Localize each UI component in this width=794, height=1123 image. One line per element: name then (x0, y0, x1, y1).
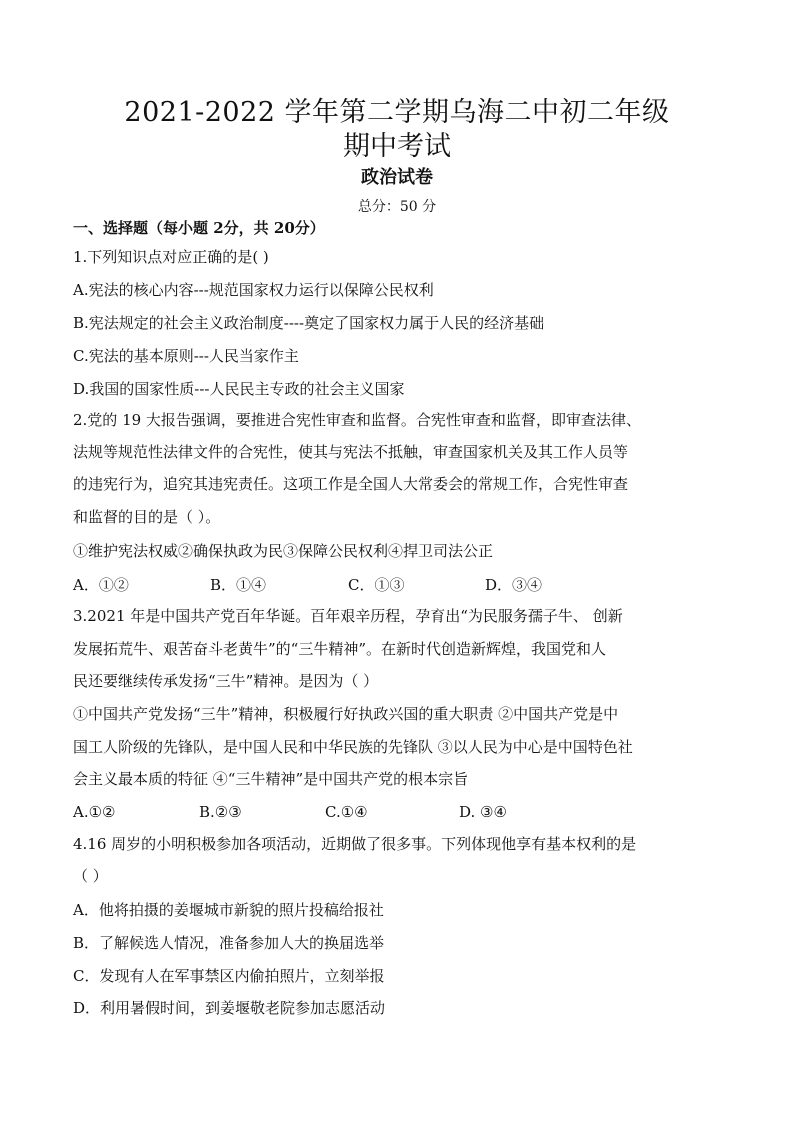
q2-option-d: D．③④ (485, 576, 543, 594)
q3-statements-line2: 国工人阶级的先锋队，是中国人民和中华民族的先锋队 ③以人民为中心是中国特色社 (73, 738, 633, 756)
q4-stem-line1: 4.16 周岁的小明积极参加各项活动，近期做了很多事。下列体现他享有基本权利的是 (73, 835, 637, 853)
q1-option-b: B.宪法规定的社会主义政治制度----奠定了国家权力属于人民的经济基础 (73, 314, 545, 332)
q1-option-c: C.宪法的基本原则---人民当家作主 (73, 347, 299, 365)
q3-statements-line1: ①中国共产党发扬“三牛”精神，积极履行好执政兴国的重大职责 ②中国共产党是中 (73, 705, 619, 723)
exam-total-score: 总分：50 分 (357, 199, 437, 215)
exam-subject: 政治试卷 (361, 167, 433, 188)
exam-title-line2: 期中考试 (343, 131, 451, 162)
q1-stem: 1.下列知识点对应正确的是( ) (73, 248, 269, 266)
q2-option-c: C．①③ (348, 576, 405, 594)
exam-title-line1: 2021-2022 学年第二学期乌海二中初二年级 (124, 97, 670, 128)
q2-stem-line4: 和监督的目的是（ ）。 (73, 508, 221, 526)
q4-option-a: A．他将拍摄的姜堰城市新貌的照片投稿给报社 (73, 901, 384, 919)
q3-option-c: C.①④ (325, 803, 368, 821)
q4-stem-line2: （ ） (73, 867, 108, 885)
q4-option-d: D．利用暑假时间，到姜堰敬老院参加志愿活动 (73, 999, 386, 1017)
q3-option-d: D. ③④ (459, 803, 507, 821)
q2-stem-line3: 的违宪行为，追究其违宪责任。这项工作是全国人大常委会的常规工作，合宪性审查 (73, 475, 629, 493)
q4-option-b: B．了解候选人情况，准备参加人大的换届选举 (73, 934, 385, 952)
q3-stem-line2: 发展拓荒牛、艰苦奋斗老黄牛”的“三牛精神”。在新时代创造新辉煌，我国党和人 (73, 640, 607, 658)
q3-statements-line3: 会主义最本质的特征 ④“三牛精神”是中国共产党的根本宗旨 (73, 770, 469, 788)
q2-statements: ①维护宪法权威②确保执政为民③保障公民权利④捍卫司法公正 (73, 542, 494, 560)
q3-option-b: B.②③ (199, 803, 242, 821)
q2-option-a: A．①② (73, 576, 129, 594)
q1-option-d: D.我国的国家性质---人民民主专政的社会主义国家 (73, 380, 405, 398)
q3-stem-line1: 3.2021 年是中国共产党百年华诞。百年艰辛历程，孕育出“为民服务孺子牛、 创新 (73, 607, 623, 625)
q2-stem-line2: 法规等规范性法律文件的合宪性，使其与宪法不抵触，审查国家机关及其工作人员等 (73, 443, 629, 461)
q2-option-b: B．①④ (210, 576, 267, 594)
section-heading: 一、选择题（每小题 2分，共 20分） (73, 219, 325, 237)
q3-stem-line3: 民还要继续传承发扬“三牛”精神。是因为（ ） (73, 672, 379, 690)
q1-option-a: A.宪法的核心内容---规范国家权力运行以保障公民权利 (73, 281, 434, 299)
q2-stem-line1: 2.党的 19 大报告强调，要推进合宪性审查和监督。合宪性审查和监督，即审查法律、 (73, 411, 641, 429)
q3-option-a: A.①② (73, 803, 116, 821)
q4-option-c: C．发现有人在军事禁区内偷拍照片，立刻举报 (73, 967, 385, 985)
